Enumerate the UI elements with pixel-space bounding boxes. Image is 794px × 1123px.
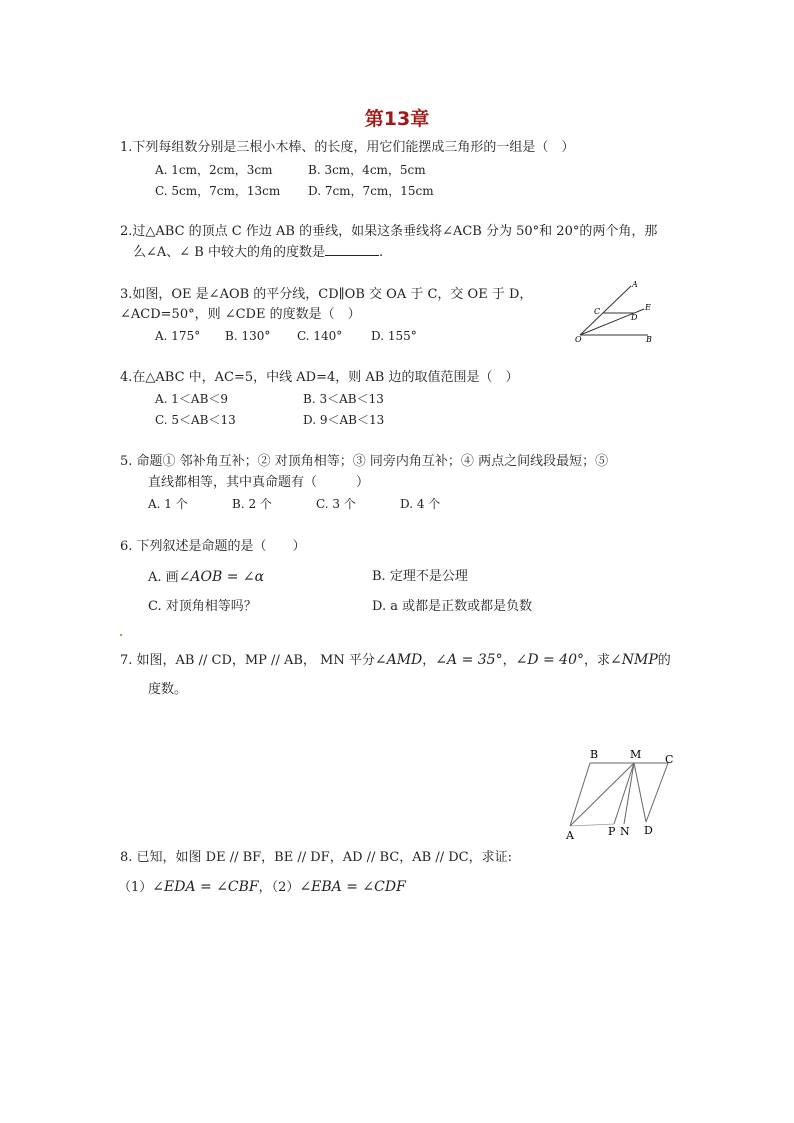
q5-line1: 5. 命题① 邻补角互补；② 对顶角相等；③ 同旁内角互补；④ 两点之间线段最短；⑤ [120,454,609,469]
q7-line1 [120,650,671,671]
q4-option-a: A. 1＜AB＜9 [155,392,229,406]
q7-label-c: C [665,753,674,766]
q3-option-c: C. 140° [297,329,343,343]
q3-option-b: B. 130° [225,329,271,343]
q1-option-d: D. 7cm，7cm，15cm [308,184,434,198]
q1-stem: 1.下列每组数分别是三根小木棒、的长度，用它们能摆成三角形的一组是（ ） [120,140,575,155]
q2-line2 [133,243,383,263]
q6-option-d: D. a 或都是正数或都是负数 [372,599,533,614]
q7-math-amd: ∠AMD [374,652,423,668]
q7-suffix: 的 [657,653,671,668]
q6-option-c: C. 对顶角相等吗？ [148,599,257,614]
q8-math-2: ∠EBA = ∠CDF [299,879,406,895]
q7-math-d: ∠D = 40° [515,652,584,668]
q7-segment-md [634,763,646,822]
q3-label-d: D [631,313,638,322]
q3-label-a: A [632,280,638,289]
q7-segment-mn [624,763,634,824]
q8-part2-label: ，（2） [258,880,300,895]
q3-figure [570,278,670,346]
q5-line2: 直线都相等，其中真命题有（ ） [148,475,370,490]
q6-stem: 6. 下列叙述是命题的是（ ） [120,539,306,554]
q3-label-b: B [646,335,652,344]
q2-line2-end: . [379,245,384,260]
q4-option-d: D. 9＜AB＜13 [303,413,385,427]
page-title: 第13章 [364,108,430,130]
q2-line1: 2.过△ABC 的顶点 C 作边 AB 的垂线，如果这条垂线将∠ACB 分为 50°和 20°的两个角，那 [120,224,658,239]
q1-option-a: A. 1cm，2cm，3cm [155,163,273,177]
q7-math-nmp: ∠NMP [610,652,658,668]
q5-option-c: C. 3 个 [316,497,356,511]
q4-stem: 4.在△ABC 中，AC=5，中线 AD=4，则 AB 边的取值范围是（ ） [120,370,519,385]
q4-option-b: B. 3＜AB＜13 [303,392,384,406]
q6-option-b: B. 定理不是公理 [372,569,468,584]
q7-label-a: A [566,829,574,842]
q3-option-a: A. 175° [155,329,201,343]
q6-option-a [148,567,264,588]
q8-math-1: ∠EDA = ∠CBF [152,879,259,895]
q7-sep3: ，求 [584,653,611,668]
q7-math-a: ∠A = 35° [435,652,503,668]
q5-option-b: B. 2 个 [232,497,272,511]
q7-prefix: 7. 如图，AB // CD，MP // AB， MN 平分 [120,653,375,668]
q7-sep1: ， [422,653,436,668]
q7-label-p: P [608,825,616,838]
q3-option-d: D. 155° [371,329,417,343]
q8-part1-label: （1） [118,880,153,895]
q7-figure [560,742,682,844]
q3-label-o: O [575,335,582,344]
q5-option-a: A. 1 个 [148,497,188,511]
q2-line2-text: 么∠A、∠ B 中较大的角的度数是 [133,245,325,260]
q7-sep2: ， [502,653,516,668]
q5-option-d: D. 4 个 [400,497,441,511]
q2-answer-blank [325,243,379,256]
q7-label-d: D [644,824,653,837]
q8-stem: 8. 已知，如图 DE // BF，BE // DF，AD // BC，AB // DC，求证: [120,850,512,865]
q3-line2: ∠ACD=50°，则 ∠CDE 的度数是（ ） [120,307,361,322]
q6-option-a-math: ∠AOB = ∠α [178,569,265,585]
q1-option-b: B. 3cm，4cm，5cm [308,163,426,177]
q7-label-n: N [620,825,630,838]
q1-option-c: C. 5cm，7cm，13cm [155,184,281,198]
q7-label-m: M [630,748,642,761]
q4-option-c: C. 5＜AB＜13 [155,413,236,427]
q3-label-e: E [645,303,651,312]
q3-ray-oa [580,286,631,335]
q7-line2: 度数。 [148,682,188,697]
q6-option-a-prefix: A. 画 [148,570,179,585]
q3-line1: 3.如图，OE 是∠AOB 的平分线，CD∥OB 交 OA 于 C，交 OE 于 D， [120,287,533,302]
q7-label-b: B [590,748,599,761]
q8-parts [118,877,406,898]
q3-label-c: C [594,307,601,316]
stray-mark [120,634,122,636]
q7-segment-cd [646,763,668,822]
